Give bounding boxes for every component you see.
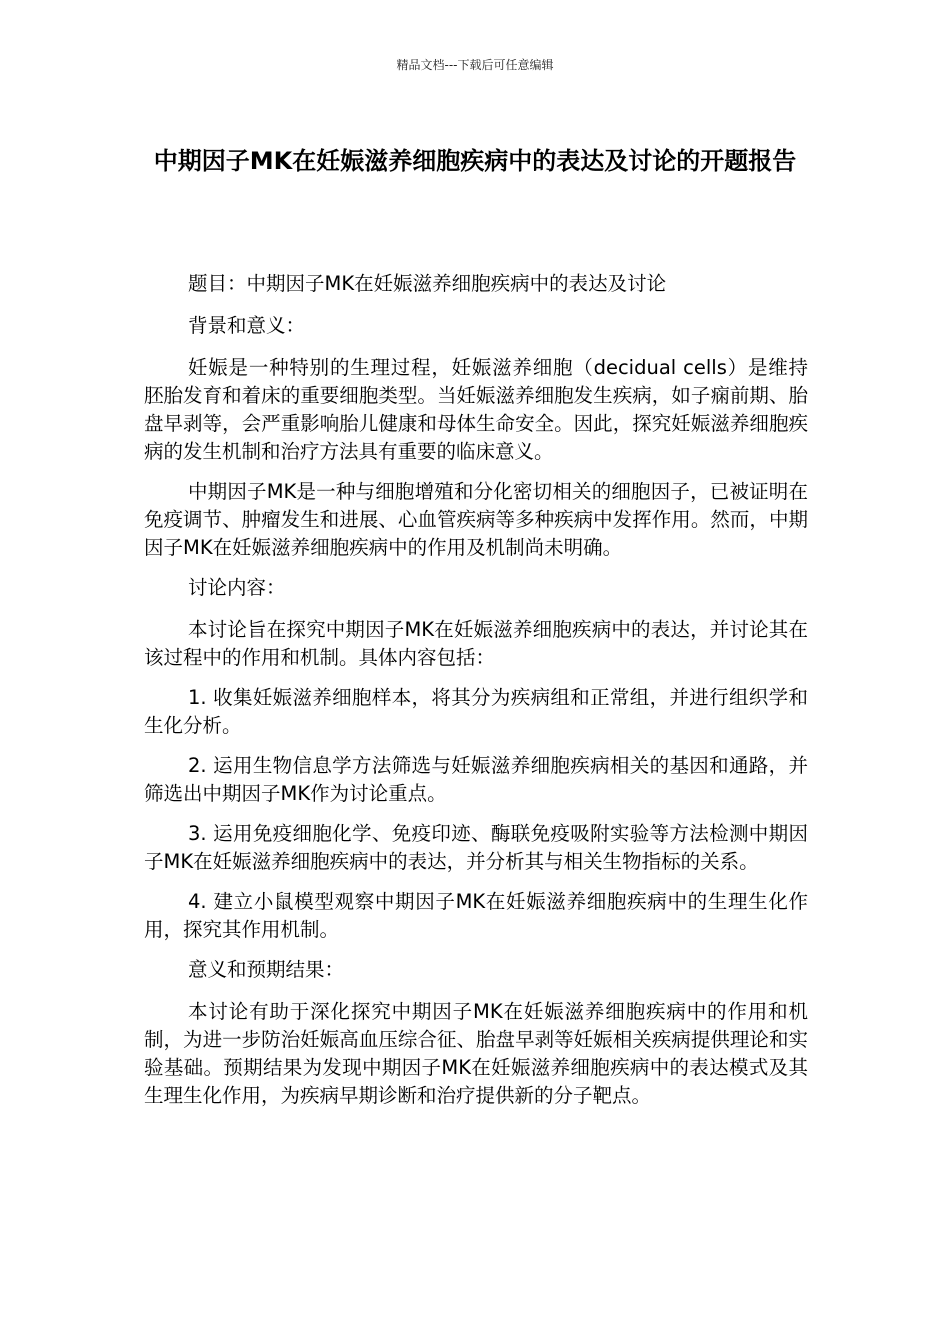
- discussion-item-1: 1. 收集妊娠滋养细胞样本，将其分为疾病组和正常组，并进行组织学和生化分析。: [144, 686, 808, 737]
- document-title: 中期因子MK在妊娠滋养细胞疾病中的表达及讨论的开题报告: [153, 147, 797, 175]
- background-paragraph-2: 中期因子MK是一种与细胞增殖和分化密切相关的细胞因子，已被证明在免疫调节、肿瘤发生和进展、心血管疾病等多种疾病中发挥作用。然而，中期因子MK在妊娠滋养细胞疾病中的作用及机制尚未明确。: [144, 480, 808, 559]
- header-note: 精品文档---下载后可任意编辑: [396, 58, 554, 72]
- discussion-item-2: 2. 运用生物信息学方法筛选与妊娠滋养细胞疾病相关的基因和通路，并筛选出中期因子MK作为讨论重点。: [144, 754, 808, 805]
- document-body: [144, 270, 808, 1122]
- discussion-item-4: 4. 建立小鼠模型观察中期因子MK在妊娠滋养细胞疾病中的生理生化作用，探究其作用机制。: [144, 890, 808, 941]
- discussion-item-3: 3. 运用免疫细胞化学、免疫印迹、酶联免疫吸附实验等方法检测中期因子MK在妊娠滋养细胞疾病中的表达，并分析其与相关生物指标的关系。: [144, 822, 808, 873]
- discussion-heading: 讨论内容：: [188, 576, 286, 599]
- significance-paragraph: 本讨论有助于深化探究中期因子MK在妊娠滋养细胞疾病中的作用和机制，为进一步防治妊娠高血压综合征、胎盘早剥等妊娠相关疾病提供理论和实验基础。预期结果为发现中期因子MK在妊娠滋养细胞疾病中的表达模式及其生理生化作用，为疾病早期诊断和治疗提供新的分子靶点。: [144, 1000, 808, 1107]
- topic-line: 题目：中期因子MK在妊娠滋养细胞疾病中的表达及讨论: [188, 272, 667, 295]
- background-paragraph-1: 妊娠是一种特别的生理过程，妊娠滋养细胞（decidual cells）是维持胚胎发育和着床的重要细胞类型。当妊娠滋养细胞发生疾病，如子痫前期、胎盘早剥等，会严重影响胎儿健康和母体生命安全。因此，探究妊娠滋养细胞疾病的发生机制和治疗方法具有重要的临床意义。: [144, 356, 808, 463]
- background-heading: 背景和意义：: [188, 314, 306, 337]
- significance-heading: 意义和预期结果：: [188, 958, 345, 981]
- discussion-intro: 本讨论旨在探究中期因子MK在妊娠滋养细胞疾病中的表达，并讨论其在该过程中的作用和机制。具体内容包括：: [144, 618, 808, 669]
